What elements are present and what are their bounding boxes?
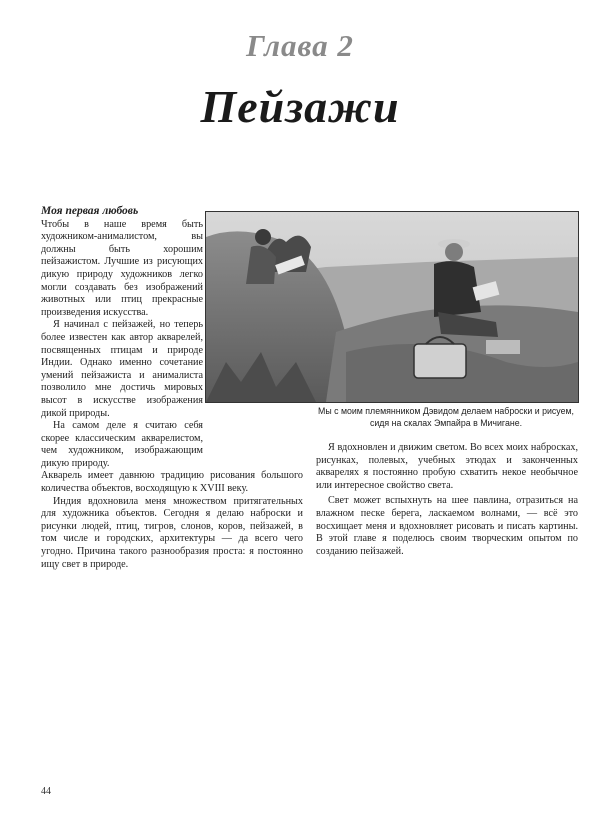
paragraph: Чтобы в наше время быть художником-анималистом, вы должны быть хорошим пейзажистом. Лучшие из рисующих дикую природу художников легко могли создавать без изображений животных или птиц прекрасные произведения искусства. [41,218,203,318]
paragraph: Я вдохновлен и движим светом. Во всех моих набросках, рисунках, полевых, учебных этюдах и законченных акварелях я постоянно пробую схватить некое необычное или интересное свойство света. [316,442,578,491]
paragraph: Индия вдохновила меня множеством притягательных для художника объектов. Сегодня я делаю наброски и рисунки людей, птиц, тигров, слонов, коров, пейзажей, в том числе и городских, архитектуры — да всего чего угодно. Причина такого разнообразия проста: я постоянно ищу свет в природе. [41,495,303,570]
bag [414,344,466,378]
paper-sheet [486,340,520,354]
paragraph: На самом деле я считаю себя скорее классическим акварелистом, чем художником, изображающим дикую природу. [41,420,203,469]
artist-head [445,243,463,261]
paragraph: Свет может вспыхнуть на шее павлина, отразиться на влажном песке берега, ласкаемом волнами, — всё это восхищает меня и вдохновляет рисовать и писать картины. В этой главе я поделюсь своим творческим опытом по созданию пейзажей. [316,495,578,557]
right-column [316,442,578,561]
nephew-head [255,229,271,245]
paragraph: Акварель имеет давнюю традицию рисования большого количества объектов, восходящую к XVIII веку. [41,470,303,495]
photo-illustration [206,212,578,402]
section-heading: Моя первая любовь [41,205,139,217]
chapter-title: Пейзажи [200,81,400,132]
page-number: 44 [41,786,51,797]
chapter-number: Глава 2 [246,28,354,63]
landscape-photo [205,211,579,403]
photo-caption: Мы с моим племянником Дэвидом делаем наброски и рисуем, сидя на скалах Эмпайра в Мичигане. [318,406,574,428]
paragraph: Я начинал с пейзажей, но теперь более известен как автор акварелей, посвященных птицам и природе Индии. Однако именно сочетание умений пейзажиста и анималиста позволило мне достичь мировых высот в искусстве изображения дикой природы. [41,319,203,419]
narrow-text-block [41,205,203,470]
